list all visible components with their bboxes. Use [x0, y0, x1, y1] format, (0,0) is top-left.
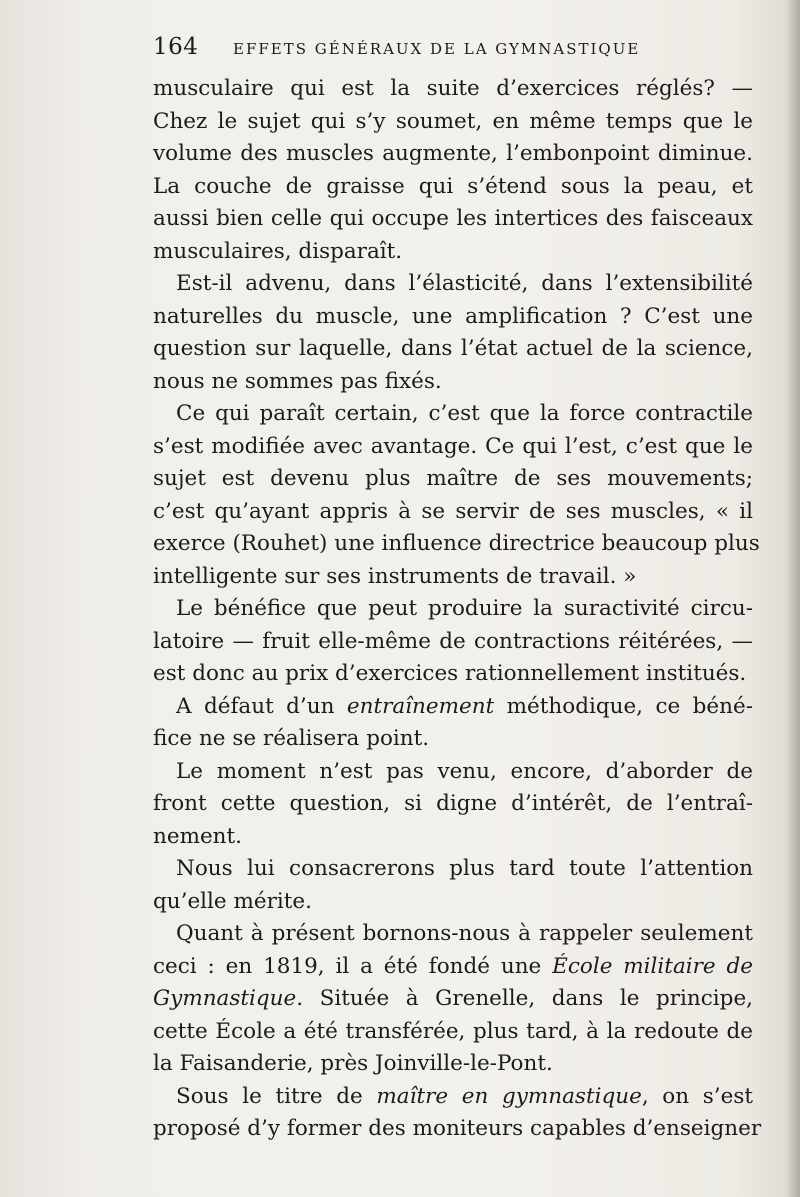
text-line: front cette question, si digne d’intérêt, de l’entraî-: [153, 791, 753, 816]
text-line: nement.: [153, 823, 243, 849]
page-edge-shadow: [786, 0, 800, 1197]
text-line: [153, 983, 753, 1016]
text-segment: Située à Grenelle, dans le principe,: [303, 986, 753, 1011]
italic-text: maître en gymnastique: [376, 1083, 642, 1109]
text-line: qu’elle mérite.: [153, 888, 312, 914]
text-line: [153, 691, 753, 724]
italic-text: entraînement: [346, 693, 495, 719]
text-segment: méthodique, ce béné-: [494, 693, 753, 719]
text-line: nous ne sommes pas fixés.: [153, 368, 442, 394]
text-line: Quant à présent bornons-nous à rappeler seulement: [176, 921, 753, 946]
text-line: la Faisanderie, près Joinville-le-Pont.: [153, 1051, 553, 1076]
text-line: La couche de graisse qui s’étend sous la peau, et: [153, 173, 753, 199]
body-text: [153, 73, 762, 1146]
text-line: musculaire qui est la suite d’exercices réglés? —: [153, 76, 753, 101]
text-line: Le moment n’est pas venu, encore, d’aborder de: [176, 758, 753, 784]
page-number: 164: [153, 34, 199, 60]
text-line: [153, 951, 753, 984]
text-line: latoire — fruit elle-même de contractions réitérées, —: [153, 628, 753, 654]
text-line: musculaires, disparaît.: [153, 238, 403, 264]
italic-text: École militaire de: [552, 953, 753, 979]
text-line: Nous lui consacrerons plus tard toute l’attention: [176, 856, 753, 881]
text-line: est donc au prix d’exercices rationnellement institués.: [153, 661, 747, 686]
text-line: [153, 1081, 753, 1114]
text-line: Est-il advenu, dans l’élasticité, dans l’extensibilité: [176, 271, 753, 296]
text-line: exerce (Rouhet) une influence directrice beaucoup plus: [153, 531, 760, 556]
italic-text: Gymnastique.: [153, 986, 304, 1011]
text-line: Le bénéfice que peut produire la suractivité circu-: [176, 596, 753, 621]
text-line: fice ne se réalisera point.: [153, 726, 430, 751]
text-line: sujet est devenu plus maître de ses mouvements;: [153, 466, 753, 491]
text-segment: Sous le titre de: [176, 1083, 377, 1109]
text-segment: ceci : en 1819, il a été fondé une: [153, 953, 553, 979]
text-line: Chez le sujet qui s’y soumet, en même temps que le: [153, 108, 753, 134]
text-line: c’est qu’ayant appris à se servir de ses muscles, « il: [153, 498, 753, 524]
text-line: Ce qui paraît certain, c’est que la force contractile: [176, 401, 753, 426]
text-line: proposé d’y former des moniteurs capables d’enseigner: [153, 1116, 762, 1141]
page-header: [153, 34, 753, 68]
text-line: cette École a été transférée, plus tard, à la redoute de: [153, 1018, 753, 1044]
text-segment: , on s’est: [641, 1083, 754, 1109]
running-title: EFFETS GÉNÉRAUX DE LA GYMNASTIQUE: [233, 40, 641, 58]
text-line: intelligente sur ses instruments de travail. »: [153, 563, 637, 589]
text-line: volume des muscles augmente, l’embonpoint diminue.: [153, 141, 753, 166]
text-line: question sur laquelle, dans l’état actuel de la science,: [153, 336, 753, 361]
text-segment: A défaut d’un: [176, 693, 347, 719]
text-line: s’est modifiée avec avantage. Ce qui l’est, c’est que le: [153, 433, 753, 459]
text-line: naturelles du muscle, une amplification ? C’est une: [153, 303, 753, 329]
text-line: aussi bien celle qui occupe les intertices des faisceaux: [153, 206, 753, 231]
